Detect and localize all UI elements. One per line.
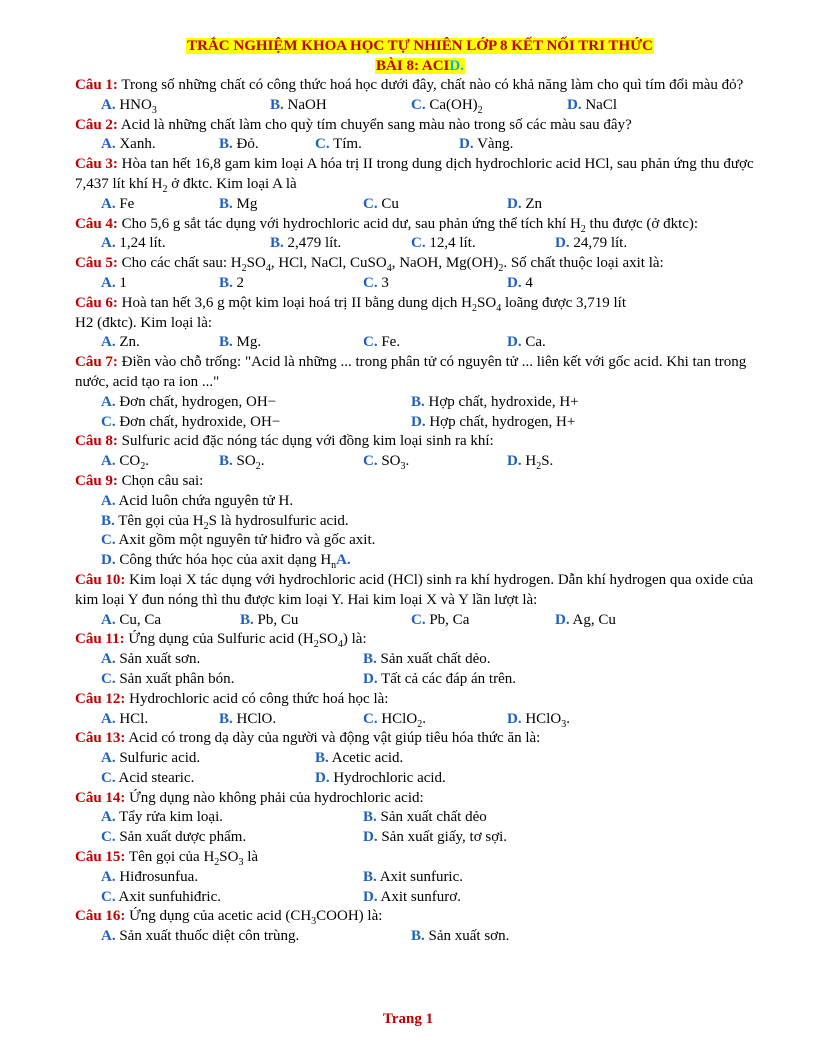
option-text: Sản xuất phân bón. (115, 670, 235, 687)
option-text: Sản xuất giấy, tơ sợi. (377, 829, 508, 846)
option-row (75, 828, 765, 848)
option-key: D. (459, 136, 474, 153)
option-text: Mg. (232, 334, 262, 351)
option-b[interactable] (270, 96, 327, 116)
option-text: $Ca(OH)_2$ (425, 96, 483, 116)
option-a[interactable] (101, 611, 161, 631)
option-b[interactable] (101, 512, 349, 532)
option-text: Đơn chất, hydrogen, OH− (115, 393, 277, 410)
option-row (75, 650, 765, 670)
option-b[interactable] (219, 710, 276, 730)
option-text: Fe (115, 195, 135, 212)
option-text: Sản xuất dược phẩm. (115, 829, 247, 846)
option-row (75, 749, 765, 769)
option-a[interactable] (101, 650, 200, 670)
option-text: Công thức hóa học của axit dạng $H_nA$. (115, 552, 351, 572)
question-stem (75, 690, 765, 710)
option-text: 2,479 lít. (283, 235, 342, 252)
option-row (75, 769, 765, 789)
option-text: Zn. (115, 334, 140, 351)
option-b[interactable] (219, 195, 257, 215)
option-text: Xanh. (115, 136, 156, 153)
option-key: C. (363, 274, 378, 291)
option-key: D. (101, 552, 116, 569)
option-text: $SO_3$. (377, 453, 410, 473)
option-text: Sản xuất sơn. (424, 928, 510, 945)
question-stem (75, 76, 765, 96)
option-row (75, 96, 765, 116)
option-d[interactable] (363, 828, 507, 848)
question-12 (75, 690, 765, 730)
option-d[interactable] (315, 769, 446, 789)
option-key: C. (101, 413, 116, 430)
option-text: HClO. (232, 710, 277, 727)
option-a[interactable] (101, 234, 166, 254)
lesson-title-line (75, 56, 765, 76)
option-c[interactable] (363, 195, 399, 215)
question-stem (75, 215, 765, 235)
option-text: Hợp chất, hydrogen, H+ (425, 413, 576, 430)
option-key: C. (363, 710, 378, 727)
question-label: Câu 14: (75, 789, 126, 806)
option-key: A. (101, 393, 116, 410)
option-text: Sản xuất chất dẻo (376, 809, 487, 826)
option-text: 12,4 lít. (425, 235, 476, 252)
question-text: Trong số những chất có công thức hoá học dưới đây, chất nào có khả năng làm cho quì tím đổi màu đỏ? (117, 77, 744, 93)
question-16 (75, 907, 765, 947)
question-text: Ứng dụng của acetic acid $(CH_3COOH)$ là: (125, 908, 383, 928)
question-label: Câu 12: (75, 690, 126, 707)
question-label: Câu 7: (75, 354, 118, 371)
option-row (75, 611, 765, 631)
question-4 (75, 215, 765, 255)
option-row (75, 868, 765, 888)
question-label: Câu 10: (75, 571, 126, 588)
option-a[interactable] (101, 96, 157, 116)
option-text: Sulfuric acid. (115, 750, 201, 767)
question-stem (75, 571, 765, 611)
option-text: Cu (377, 195, 399, 212)
option-row (75, 927, 765, 947)
option-b[interactable] (363, 650, 490, 670)
option-row (75, 413, 765, 433)
option-key: B. (219, 710, 233, 727)
option-key: C. (101, 888, 116, 905)
option-key: C. (411, 96, 426, 113)
option-row (75, 393, 765, 413)
option-key: B. (315, 750, 329, 767)
question-2 (75, 116, 765, 156)
option-d[interactable] (411, 413, 575, 433)
option-text: Pb, Cu (253, 611, 299, 628)
option-c[interactable] (363, 452, 409, 472)
option-a[interactable] (101, 927, 299, 947)
option-text: Axit sunfuric. (376, 868, 464, 885)
option-key: C. (101, 670, 116, 687)
option-text: Đơn chất, hydroxide, OH− (115, 413, 281, 430)
option-text: Ca. (521, 334, 546, 351)
option-row (75, 670, 765, 690)
option-key: B. (411, 393, 425, 410)
question-text: Hoà tan hết 3,6 g một kim loại hoá trị II bằng dung dịch $H_2SO_4$ loãng được 3,719 lít H2 (đktc). Kim loại là: (75, 294, 627, 331)
option-a[interactable] (101, 274, 127, 294)
option-b[interactable] (240, 611, 298, 631)
option-key: A. (101, 651, 116, 668)
question-text: Điền vào chỗ trống: "Acid là những ... trong phân tử có nguyên tử ... liên kết với gốc acid. Khi tan trong nước, acid tạo ra ion ..." (75, 354, 747, 390)
doc-title-line (75, 36, 765, 56)
option-key: B. (219, 136, 233, 153)
question-stem (75, 472, 765, 492)
option-text: HCl. (115, 710, 149, 727)
question-3 (75, 155, 765, 214)
option-text: Acid luôn chứa nguyên tử H. (115, 492, 294, 509)
question-stem (75, 254, 765, 274)
option-row (75, 452, 765, 472)
option-key: A. (101, 750, 116, 767)
option-key: C. (363, 195, 378, 212)
option-c[interactable] (101, 670, 234, 690)
option-key: A. (101, 96, 116, 113)
option-key: B. (240, 611, 254, 628)
option-key: C. (411, 235, 426, 252)
option-text: 2 (232, 274, 245, 291)
option-a[interactable] (101, 493, 293, 509)
option-d[interactable] (507, 710, 570, 730)
option-c[interactable] (411, 234, 476, 254)
option-key: C. (101, 769, 116, 786)
option-text: 1,24 lít. (115, 235, 166, 252)
option-row (75, 710, 765, 730)
option-d[interactable] (363, 888, 461, 908)
option-text: $CO_2$. (115, 453, 149, 473)
option-key: B. (363, 809, 377, 826)
option-text: NaOH (283, 96, 327, 113)
option-key: C. (315, 136, 330, 153)
option-key: D. (507, 195, 522, 212)
question-label: Câu 16: (75, 908, 126, 925)
question-label: Câu 11: (75, 631, 125, 648)
question-text: Cho 5,6 g sắt tác dụng với hydrochloric acid dư, sau phản ứng thể tích khí $H_2$ thu được (ở đktc): (117, 215, 699, 235)
question-stem (75, 907, 765, 927)
option-key: C. (411, 611, 426, 628)
option-text: 4 (521, 274, 533, 291)
option-a[interactable] (101, 868, 198, 888)
option-a[interactable] (101, 452, 149, 472)
option-key: A. (101, 809, 116, 826)
option-a[interactable] (101, 710, 148, 730)
option-a[interactable] (101, 135, 156, 155)
question-label: Câu 9: (75, 472, 118, 489)
option-key: C. (101, 532, 116, 549)
option-d[interactable] (507, 333, 546, 353)
option-b[interactable] (363, 868, 463, 888)
option-c[interactable] (101, 532, 375, 548)
option-key: B. (270, 96, 284, 113)
option-key: A. (101, 195, 116, 212)
option-key: D. (507, 453, 522, 470)
option-key: A. (101, 136, 116, 153)
doc-title: TRẮC NGHIỆM KHOA HỌC TỰ NHIÊN LỚP 8 KẾT NỐI TRI THỨC (187, 38, 653, 54)
option-text: HClO$_3$. (521, 710, 570, 730)
question-label: Câu 3: (75, 156, 118, 173)
question-13 (75, 729, 765, 788)
option-row (75, 512, 765, 532)
question-text: Kim loại X tác dụng với hydrochloric acid (HCl) sinh ra khí hydrogen. Dẫn khí hydrogen qua oxide của kim loại Y đun nóng thì thu được kim loại Y. Hai kim loại X và Y lần lượt là: (75, 571, 754, 608)
question-stem (75, 848, 765, 868)
option-key: D. (555, 611, 570, 628)
option-key: D. (507, 334, 522, 351)
question-label: Câu 13: (75, 730, 126, 747)
option-c[interactable] (101, 888, 221, 908)
question-7 (75, 353, 765, 432)
page-number: Trang 1 (382, 1011, 434, 1027)
question-text: Hòa tan hết 16,8 gam kim loại A hóa trị II trong dung dịch hydrochloric acid HCl, sau phản ứng thu được 7,437 lít khí $H_2$ ở đktc. Kim loại A là (75, 156, 754, 195)
option-key: A. (101, 710, 116, 727)
option-text: Tím. (329, 136, 362, 153)
option-text: Sản xuất chất dẻo. (376, 651, 491, 668)
option-text: Cu, Ca (115, 611, 162, 628)
option-b[interactable] (270, 234, 341, 254)
option-text: Tên gọi của $H_2S$ là hydrosulfuric acid. (114, 512, 349, 532)
option-text: Tẩy rửa kim loại. (115, 809, 224, 826)
question-label: Câu 8: (75, 433, 118, 450)
option-row (75, 492, 765, 512)
question-8 (75, 432, 765, 472)
option-c[interactable] (363, 710, 426, 730)
option-row (75, 531, 765, 551)
option-a[interactable] (101, 195, 134, 215)
question-5 (75, 254, 765, 294)
option-text: Hiđrosunfua. (115, 868, 199, 885)
option-key: D. (363, 670, 378, 687)
question-label: Câu 6: (75, 294, 118, 311)
option-c[interactable] (101, 769, 194, 789)
option-text: $SO_2$. (232, 453, 265, 473)
question-label: Câu 5: (75, 255, 118, 272)
option-text: Vàng. (473, 136, 514, 153)
option-text: Acid stearic. (115, 769, 195, 786)
option-d[interactable] (507, 195, 542, 215)
option-text: Zn (521, 195, 543, 212)
option-row (75, 333, 765, 353)
question-label: Câu 2: (75, 116, 118, 133)
option-d[interactable] (101, 552, 351, 572)
option-c[interactable] (363, 333, 400, 353)
option-b[interactable] (315, 749, 403, 769)
option-c[interactable] (101, 828, 246, 848)
question-text: Acid có trong dạ dày của người và động vật giúp tiêu hóa thức ăn là: (125, 730, 541, 747)
option-key: B. (363, 651, 377, 668)
option-text: 1 (115, 274, 127, 291)
option-text: Pb, Ca (425, 611, 470, 628)
option-d[interactable] (507, 274, 533, 294)
option-text: HClO$_2$. (377, 710, 426, 730)
option-text: NaCl (581, 96, 618, 113)
lesson-title: BÀI 8: ACID. (376, 58, 464, 74)
option-key: C. (363, 334, 378, 351)
option-d[interactable] (459, 135, 513, 155)
option-key: A. (101, 274, 116, 291)
question-stem (75, 116, 765, 136)
question-text: Hydrochloric acid có công thức hoá học là: (125, 690, 389, 707)
option-a[interactable] (101, 333, 140, 353)
option-key: D. (315, 769, 330, 786)
option-key: D. (363, 829, 378, 846)
option-key: A. (101, 611, 116, 628)
option-text: Fe. (377, 334, 401, 351)
option-a[interactable] (101, 808, 223, 828)
option-key: B. (219, 334, 233, 351)
question-label: Câu 1: (75, 77, 118, 93)
option-b[interactable] (219, 333, 261, 353)
option-key: B. (363, 868, 377, 885)
question-text: Chọn câu sai: (117, 472, 204, 489)
question-label: Câu 15: (75, 849, 126, 866)
option-text: Hydrochloric acid. (329, 769, 446, 786)
option-key: A. (101, 868, 116, 885)
question-11 (75, 630, 765, 689)
option-key: B. (411, 928, 425, 945)
option-b[interactable] (219, 274, 244, 294)
option-key: D. (411, 413, 426, 430)
question-stem (75, 729, 765, 749)
option-text: Axit sunfurơ. (377, 888, 461, 905)
option-row (75, 888, 765, 908)
option-c[interactable] (411, 611, 469, 631)
option-text: Sản xuất sơn. (115, 651, 201, 668)
question-10 (75, 571, 765, 630)
option-text: Tất cả các đáp án trên. (377, 670, 516, 687)
option-b[interactable] (411, 927, 509, 947)
question-6 (75, 294, 765, 353)
option-key: B. (219, 195, 233, 212)
document-page (75, 36, 765, 947)
option-b[interactable] (219, 452, 264, 472)
option-row (75, 808, 765, 828)
option-a[interactable] (101, 749, 200, 769)
option-key: B. (219, 453, 233, 470)
option-key: D. (507, 710, 522, 727)
question-1 (75, 76, 765, 116)
option-key: D. (555, 235, 570, 252)
option-text: Axit gồm một nguyên tử hiđro và gốc axit. (115, 532, 376, 549)
option-d[interactable] (555, 611, 616, 631)
option-text: Mg (232, 195, 258, 212)
question-stem (75, 630, 765, 650)
option-key: D. (507, 274, 522, 291)
option-key: B. (270, 235, 284, 252)
option-text: Axit sunfuhiđric. (115, 888, 222, 905)
question-text: Acid là những chất làm cho quỳ tím chuyển sang màu nào trong số các màu sau đây? (117, 116, 632, 133)
question-text: Ứng dụng nào không phải của hydrochloric acid: (125, 789, 424, 806)
question-label: Câu 4: (75, 215, 118, 232)
option-b[interactable] (219, 135, 259, 155)
question-text: Cho các chất sau: $H_2SO_4$, HCl, NaCl, CuSO$_4$, NaOH, $Mg(OH)_2$. Số chất thuộc loại axit là: (117, 255, 664, 275)
option-d[interactable] (363, 670, 516, 690)
option-key: B. (101, 512, 115, 529)
option-row (75, 135, 765, 155)
option-key: A. (101, 492, 116, 509)
question-14 (75, 789, 765, 848)
option-row (75, 195, 765, 215)
option-key: A. (101, 928, 116, 945)
option-text: Hợp chất, hydroxide, H+ (424, 393, 579, 410)
question-15 (75, 848, 765, 907)
option-c[interactable] (363, 274, 389, 294)
option-d[interactable] (567, 96, 617, 116)
option-row (75, 274, 765, 294)
option-key: C. (363, 453, 378, 470)
option-b[interactable] (411, 393, 579, 413)
option-key: A. (101, 334, 116, 351)
question-text: Sulfuric acid đặc nóng tác dụng với đồng kim loại sinh ra khí: (117, 433, 494, 450)
option-c[interactable] (315, 135, 362, 155)
option-key: A. (101, 453, 116, 470)
option-row (75, 551, 765, 571)
option-text: Ag, Cu (569, 611, 616, 628)
option-text: Acetic acid. (328, 750, 404, 767)
question-9 (75, 472, 765, 571)
option-b[interactable] (363, 808, 487, 828)
option-key: D. (363, 888, 378, 905)
option-text: Sản xuất thuốc diệt côn trùng. (115, 928, 300, 945)
option-text: 3 (377, 274, 389, 291)
option-text: $H_2S$. (521, 453, 554, 473)
question-text: Ứng dụng của Sulfuric acid $(H_2SO_4)$ là: (124, 631, 367, 651)
option-c[interactable] (411, 96, 483, 116)
option-key: D. (567, 96, 582, 113)
question-text: Tên gọi của $H_2SO_3$ là (125, 849, 259, 869)
question-list (75, 76, 765, 947)
option-a[interactable] (101, 393, 276, 413)
option-d[interactable] (555, 234, 627, 254)
option-c[interactable] (101, 413, 280, 433)
question-stem (75, 294, 765, 334)
question-stem (75, 353, 765, 393)
option-text: $HNO_3$ (115, 96, 157, 116)
option-text: 24,79 lít. (569, 235, 628, 252)
question-stem (75, 789, 765, 809)
option-key: B. (219, 274, 233, 291)
option-row (75, 234, 765, 254)
question-stem (75, 432, 765, 452)
question-stem (75, 155, 765, 195)
option-text: Đỏ. (232, 136, 259, 153)
option-key: C. (101, 829, 116, 846)
option-key: A. (101, 235, 116, 252)
option-d[interactable] (507, 452, 553, 472)
